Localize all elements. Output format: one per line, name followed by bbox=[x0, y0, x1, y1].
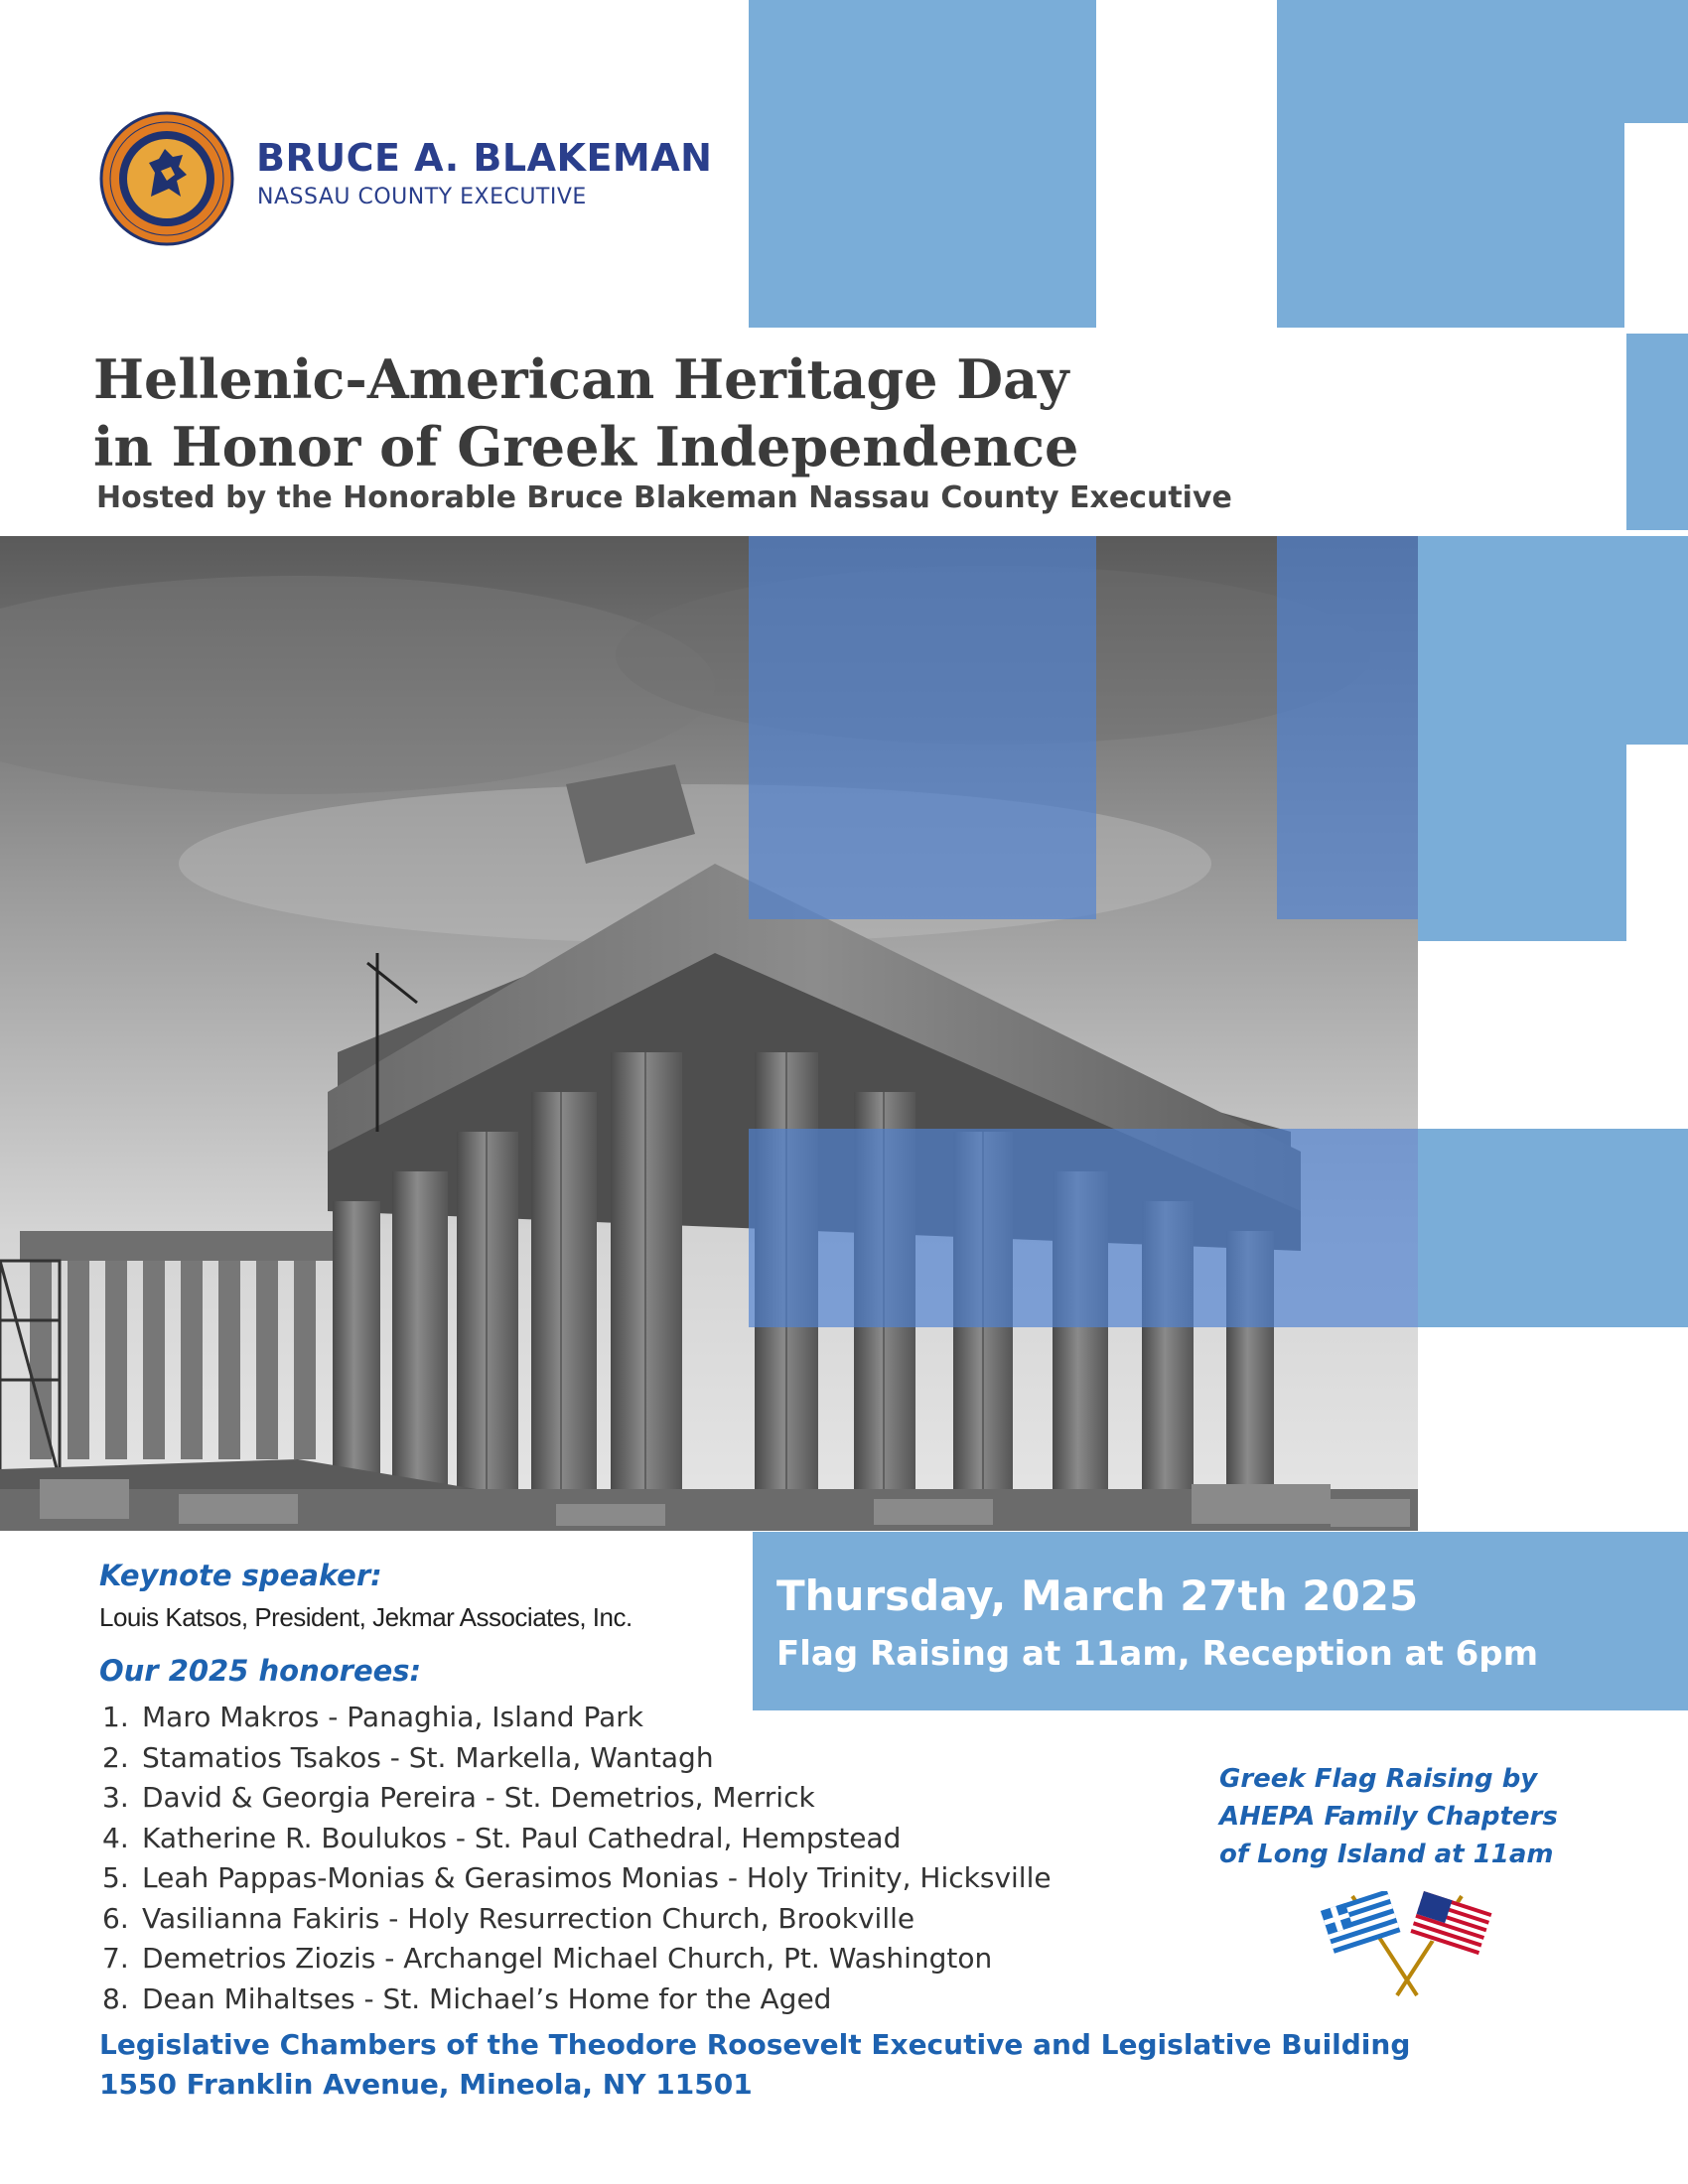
event-title-line2: in Honor of Greek Independence bbox=[93, 415, 1079, 478]
list-item: 4. Katherine R. Boulukos - St. Paul Cathedral, Hempstead bbox=[102, 1821, 902, 1854]
crossed-flags-icon bbox=[1313, 1891, 1501, 2000]
executive-title: NASSAU COUNTY EXECUTIVE bbox=[257, 185, 587, 209]
event-times: Flag Raising at 11am, Reception at 6pm bbox=[776, 1634, 1539, 1674]
date-box bbox=[753, 1532, 1688, 1710]
event-title-line1: Hellenic-American Heritage Day bbox=[93, 347, 1069, 411]
deco-block-right-mid bbox=[1418, 745, 1626, 941]
executive-name: BRUCE A. BLAKEMAN bbox=[256, 136, 713, 180]
deco-block-right-band bbox=[1418, 1129, 1688, 1327]
deco-block-right-strip bbox=[1626, 334, 1688, 530]
flag-raising-line2: AHEPA Family Chapters bbox=[1219, 1802, 1558, 1832]
photo-overlay-2 bbox=[1277, 536, 1418, 919]
deco-block-top-right bbox=[1277, 0, 1624, 328]
deco-block-top-left bbox=[749, 0, 1096, 328]
keynote-heading: Keynote speaker: bbox=[99, 1559, 382, 1592]
deco-block-right-wide bbox=[1418, 536, 1688, 745]
flag-raising-line1: Greek Flag Raising by bbox=[1219, 1764, 1538, 1794]
list-item: 6. Vasilianna Fakiris - Holy Resurrection Church, Brookville bbox=[102, 1901, 915, 1935]
flag-raising-note bbox=[1219, 1760, 1636, 1873]
venue-line2: 1550 Franklin Avenue, Mineola, NY 11501 bbox=[99, 2068, 753, 2101]
list-item: 2. Stamatios Tsakos - St. Markella, Wantagh bbox=[102, 1740, 714, 1774]
keynote-speaker: Louis Katsos, President, Jekmar Associates, Inc. bbox=[99, 1602, 633, 1632]
event-subtitle: Hosted by the Honorable Bruce Blakeman Nassau County Executive bbox=[96, 480, 1232, 515]
flag-raising-line3: of Long Island at 11am bbox=[1219, 1840, 1554, 1869]
photo-overlay-1 bbox=[749, 536, 1096, 919]
nassau-county-seal-icon bbox=[99, 111, 234, 246]
honorees-heading: Our 2025 honorees: bbox=[99, 1654, 422, 1688]
event-date: Thursday, March 27th 2025 bbox=[776, 1571, 1419, 1620]
deco-block-top-edge bbox=[1624, 0, 1688, 123]
list-item: 1. Maro Makros - Panaghia, Island Park bbox=[102, 1701, 643, 1733]
parthenon-photo bbox=[0, 536, 1418, 1531]
list-item: 5. Leah Pappas-Monias & Gerasimos Monias - Holy Trinity, Hicksville bbox=[102, 1861, 1052, 1894]
honorees-list bbox=[102, 1698, 1052, 2019]
list-item: 7. Demetrios Ziozis - Archangel Michael Church, Pt. Washington bbox=[102, 1942, 993, 1975]
photo-overlay-3 bbox=[749, 1129, 1418, 1327]
venue-line1: Legislative Chambers of the Theodore Roosevelt Executive and Legislative Building bbox=[99, 2028, 1411, 2061]
list-item: 3. David & Georgia Pereira - St. Demetrios, Merrick bbox=[102, 1781, 815, 1814]
event-title bbox=[93, 345, 1078, 480]
venue bbox=[99, 2025, 1410, 2105]
list-item: 8. Dean Mihaltses - St. Michael’s Home for the Aged bbox=[102, 1981, 832, 2015]
